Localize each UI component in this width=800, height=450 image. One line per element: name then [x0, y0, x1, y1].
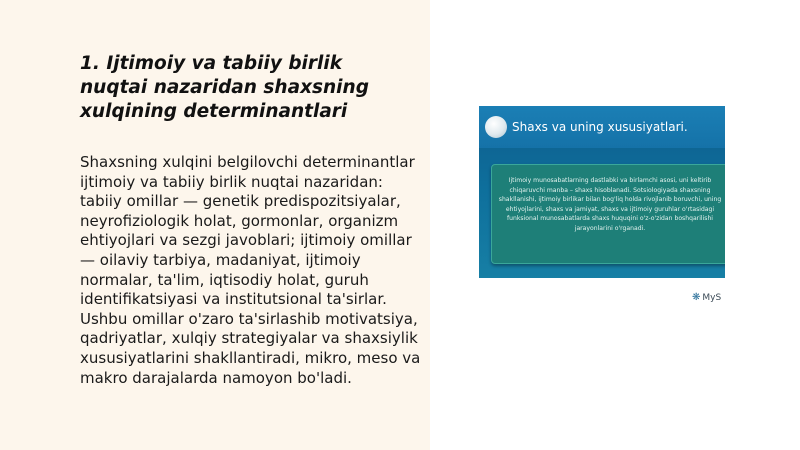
slide-title: Shaxs va uning xususiyatlari. [512, 120, 688, 134]
body-paragraph: Shaxsning xulqini belgilovchi determinantlar ijtimoiy va tabiiy birlik nuqtai nazaridan: tabiiy omillar — genetik predispozitsiyalar, neyrofiziologik holat, gormonlar, organizm ehtiyojlari va sezgi javoblari; ijtimoiy omillar — oilaviy tarbiya, madaniyat, ijtimoiy normalar, ta'lim, iqtisodiy holat, guruh identifikatsiyasi va institutsional ta'sirlar. Ushbu omillar o'zaro ta'sirlashib motivatsiya, qadriyatlar, xulqiy strategiyalar va shaxsiylik xususiyatlarini shakllantiradi, mikro, meso va makro darajalarda namoyon bo'ladi. [80, 153, 421, 387]
slide-logo-text: MyS [702, 293, 722, 303]
slide-footer-band [479, 278, 725, 311]
circle-icon [485, 116, 507, 138]
page-title: 1. Ijtimoiy va tabiiy birlik nuqtai nazaridan shaxsning xulqining determinantlari [80, 53, 369, 122]
slide-logo [692, 292, 721, 303]
slide-content-text: Ijtimoiy munosabatlarning dastlabki va birlamchi asosi, uni keltirib chiqaruvchi manba – shaxs hisoblanadi. Sotsiologiyada shaxsning shakllanishi, ijtimoiy birlikar bilan bog'liq holda rivojlanib boruvchi, uning ehtiyojlarini, shaxs va jamiyat, shaxs va ijtimoiy guruhlar o'rtasidagi funksional munosabatlarda shaxs huquqini o'z-o'zidan boshqarilishi jarayonlarini o'rganadi. [498, 177, 722, 232]
logo-icon: ❋ [692, 292, 701, 303]
slide-thumbnail [479, 106, 725, 311]
